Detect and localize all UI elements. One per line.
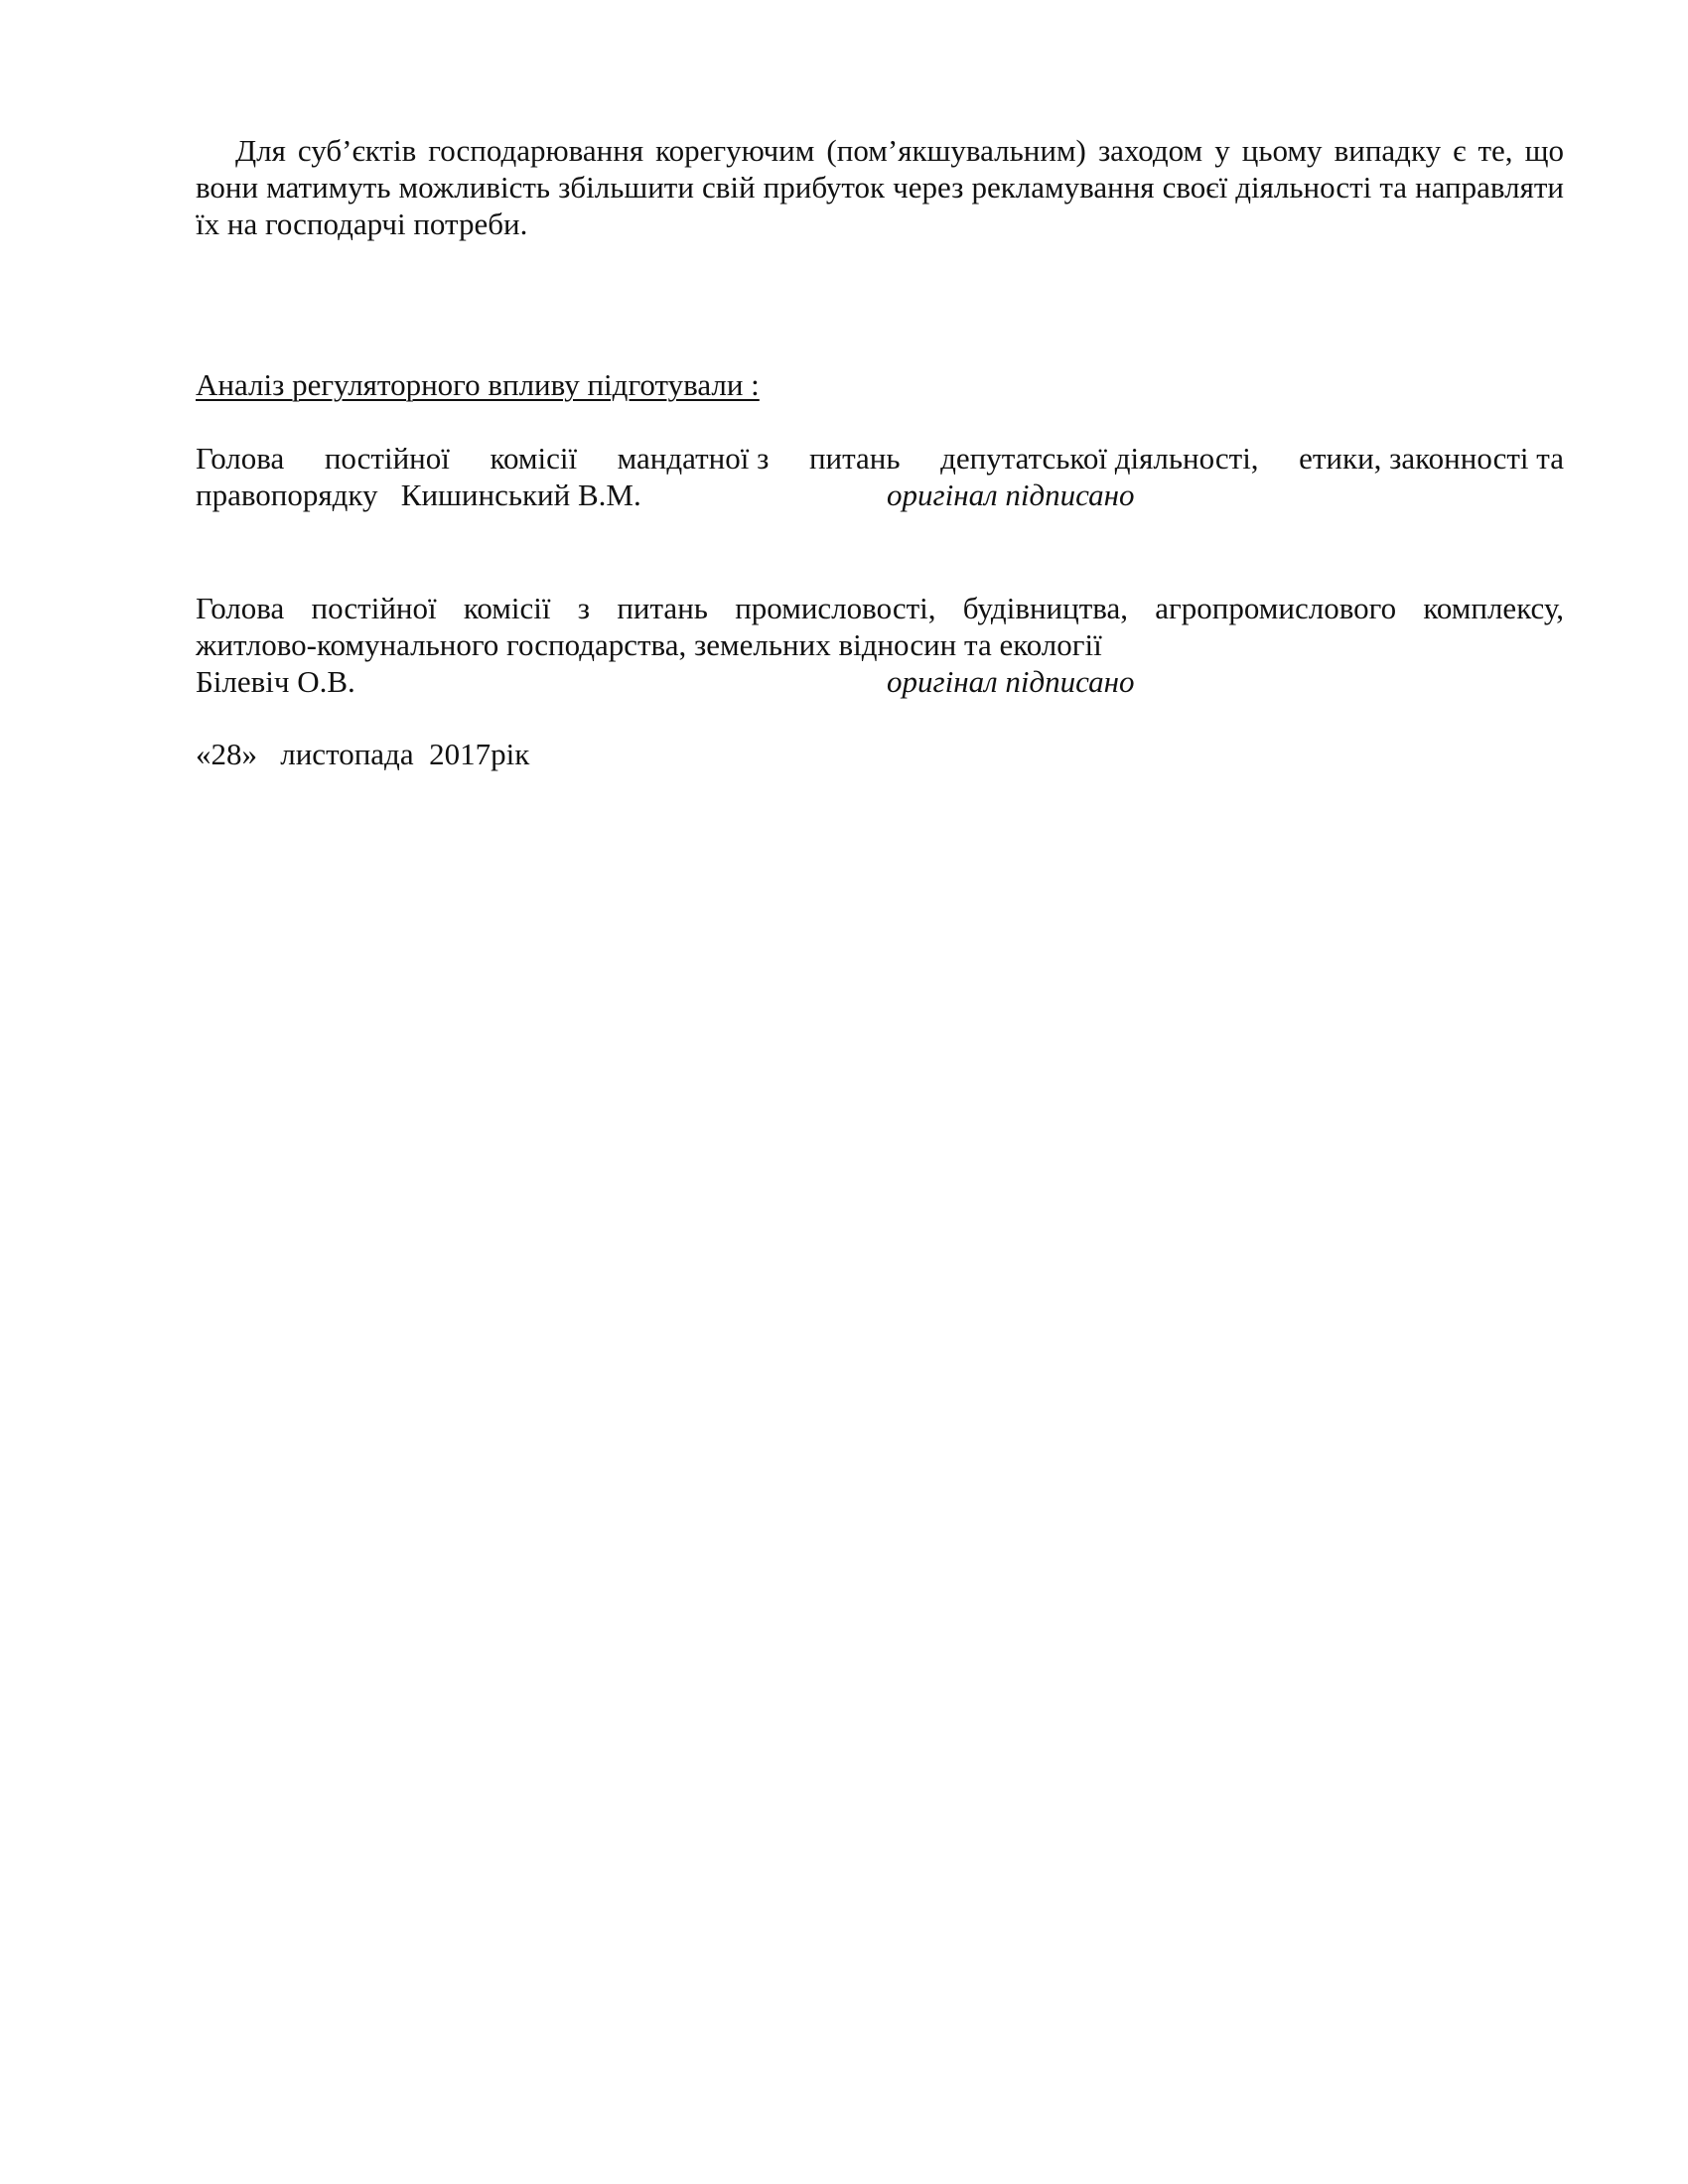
signatory-2-word: комісії bbox=[463, 591, 551, 625]
signatory-2-name-row bbox=[196, 663, 1564, 700]
signatory-1-name-row bbox=[196, 477, 1564, 513]
signatory-2-word: агропромислового bbox=[1155, 591, 1397, 625]
intro-paragraph: Для суб’єктів господарювання корегуючим (пом’якшувальним) заходом у цьому випадку є те, що вони матимуть можливість збільшити свій прибуток через рекламування своєї діяльності та направляти їх на господарчі потреби. bbox=[196, 133, 1564, 241]
prepared-by-heading: Аналіз регуляторного впливу підготували : bbox=[196, 367, 760, 402]
signatory-2-word: комплексу, bbox=[1423, 591, 1564, 625]
signatory-block-1 bbox=[196, 440, 1564, 513]
signatory-1-word: етики, законності та bbox=[1299, 441, 1564, 476]
signatory-1-signed-note: оригінал підписано bbox=[887, 478, 1135, 512]
signatory-1-name: правопорядку Кишинський В.М. bbox=[196, 478, 641, 512]
signatory-1-word: депутатської діяльності, bbox=[940, 441, 1259, 476]
document-date: «28» листопада 2017рік bbox=[196, 737, 530, 771]
document-page bbox=[196, 132, 1564, 771]
signatory-2-word: промисловості, bbox=[735, 591, 936, 625]
signatory-2-word: питань bbox=[617, 591, 708, 625]
signatory-2-name: Білевіч О.В. bbox=[196, 664, 355, 699]
signatory-1-word: постійної bbox=[324, 441, 450, 476]
signatory-2-word: Голова bbox=[196, 591, 285, 625]
signatory-2-word: постійної bbox=[311, 591, 437, 625]
signatory-2-word: будівництва, bbox=[962, 591, 1129, 625]
signatory-1-word: Голова bbox=[196, 441, 285, 476]
signatory-block-2 bbox=[196, 590, 1564, 700]
signatory-1-word: мандатної з bbox=[617, 441, 770, 476]
signatory-1-word: комісії bbox=[490, 441, 578, 476]
signatory-2-position-line bbox=[196, 590, 1564, 626]
signatory-2-position-line-2: житлово-комунального господарства, земельних відносин та екології bbox=[196, 627, 1102, 662]
signatory-1-position-line bbox=[196, 440, 1564, 477]
signatory-2-signed-note: оригінал підписано bbox=[887, 664, 1135, 699]
signatory-1-word: питань bbox=[808, 441, 901, 476]
signatory-2-word: з bbox=[577, 591, 591, 625]
